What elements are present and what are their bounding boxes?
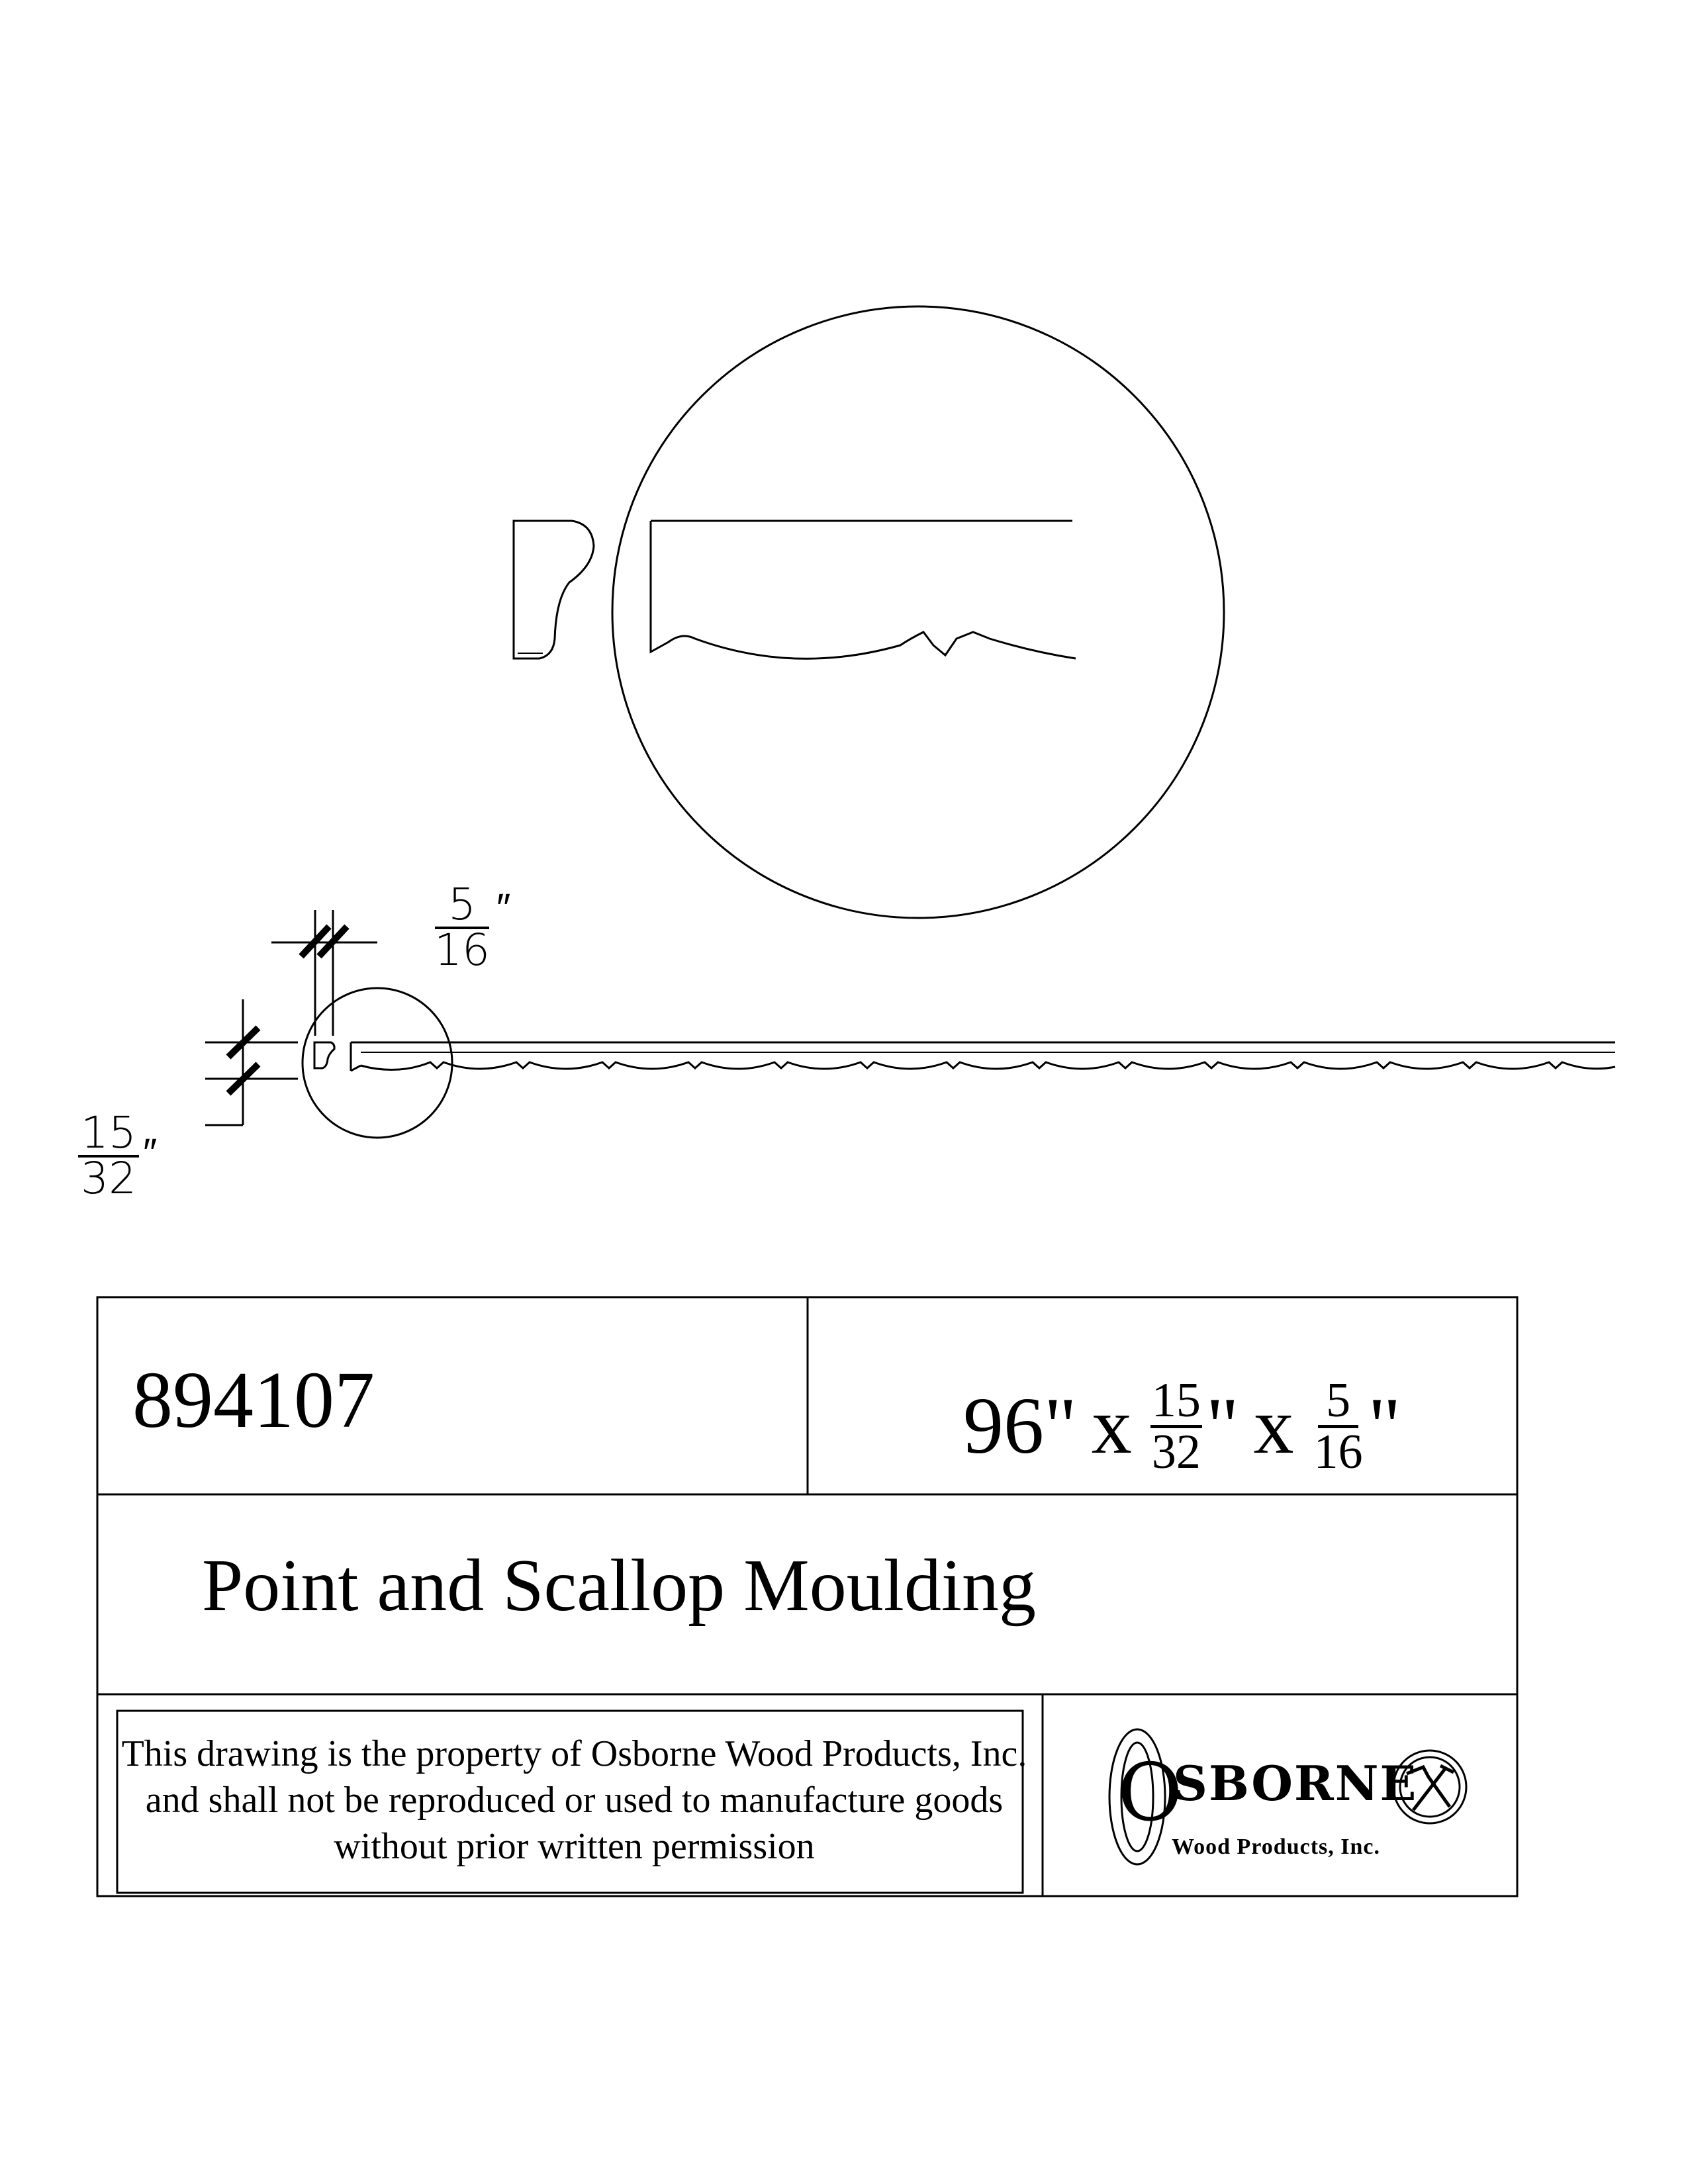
profile-small-detail (514, 521, 594, 659)
dim-width-fraction (1150, 1373, 1202, 1479)
label-width-unit: ″ (142, 1129, 158, 1176)
detail-circle (612, 306, 1224, 918)
profile-large-detail (651, 521, 1076, 659)
dim-length: 96" (963, 1381, 1077, 1471)
logo-brand-name: SBORNE (1173, 1755, 1418, 1811)
product-dimensions (963, 1373, 1401, 1479)
logo-tagline: Wood Products, Inc. (1172, 1835, 1380, 1859)
dim-thick-unit: " (1368, 1381, 1401, 1471)
dim-thick-num: 5 (1318, 1377, 1358, 1428)
label-thickness-unit: ″ (496, 884, 511, 931)
label-thickness-den: 16 (434, 924, 490, 976)
logo-initial: O (1117, 1747, 1183, 1839)
label-thickness-num: 5 (435, 884, 489, 929)
profile-small-fullsize (314, 1042, 334, 1068)
label-width-den: 32 (81, 1152, 136, 1204)
dim-width-den: 32 (1151, 1424, 1201, 1479)
dim-width-unit: " (1205, 1381, 1239, 1471)
label-thickness-fraction (432, 879, 511, 976)
part-number: 894107 (132, 1355, 375, 1445)
product-name: Point and Scallop Moulding (202, 1545, 1036, 1627)
copyright-notice: This drawing is the property of Osborne Wood Products, Inc. and shall not be reproduced or used to manufacture goods without prior written permission (121, 1733, 1027, 1867)
dim-width-num: 15 (1151, 1373, 1201, 1428)
label-width-fraction (78, 1107, 158, 1204)
dim-sep-1: x (1091, 1381, 1132, 1471)
moulding-strip-left (351, 1042, 361, 1071)
dim-thick-fraction (1313, 1373, 1364, 1479)
dimension-width-line (205, 999, 243, 1125)
moulding-strip-scallop (361, 1062, 1615, 1069)
label-width-num: 15 (78, 1112, 139, 1158)
dim-sep-2: x (1253, 1381, 1294, 1471)
dim-thick-den: 16 (1313, 1424, 1363, 1479)
